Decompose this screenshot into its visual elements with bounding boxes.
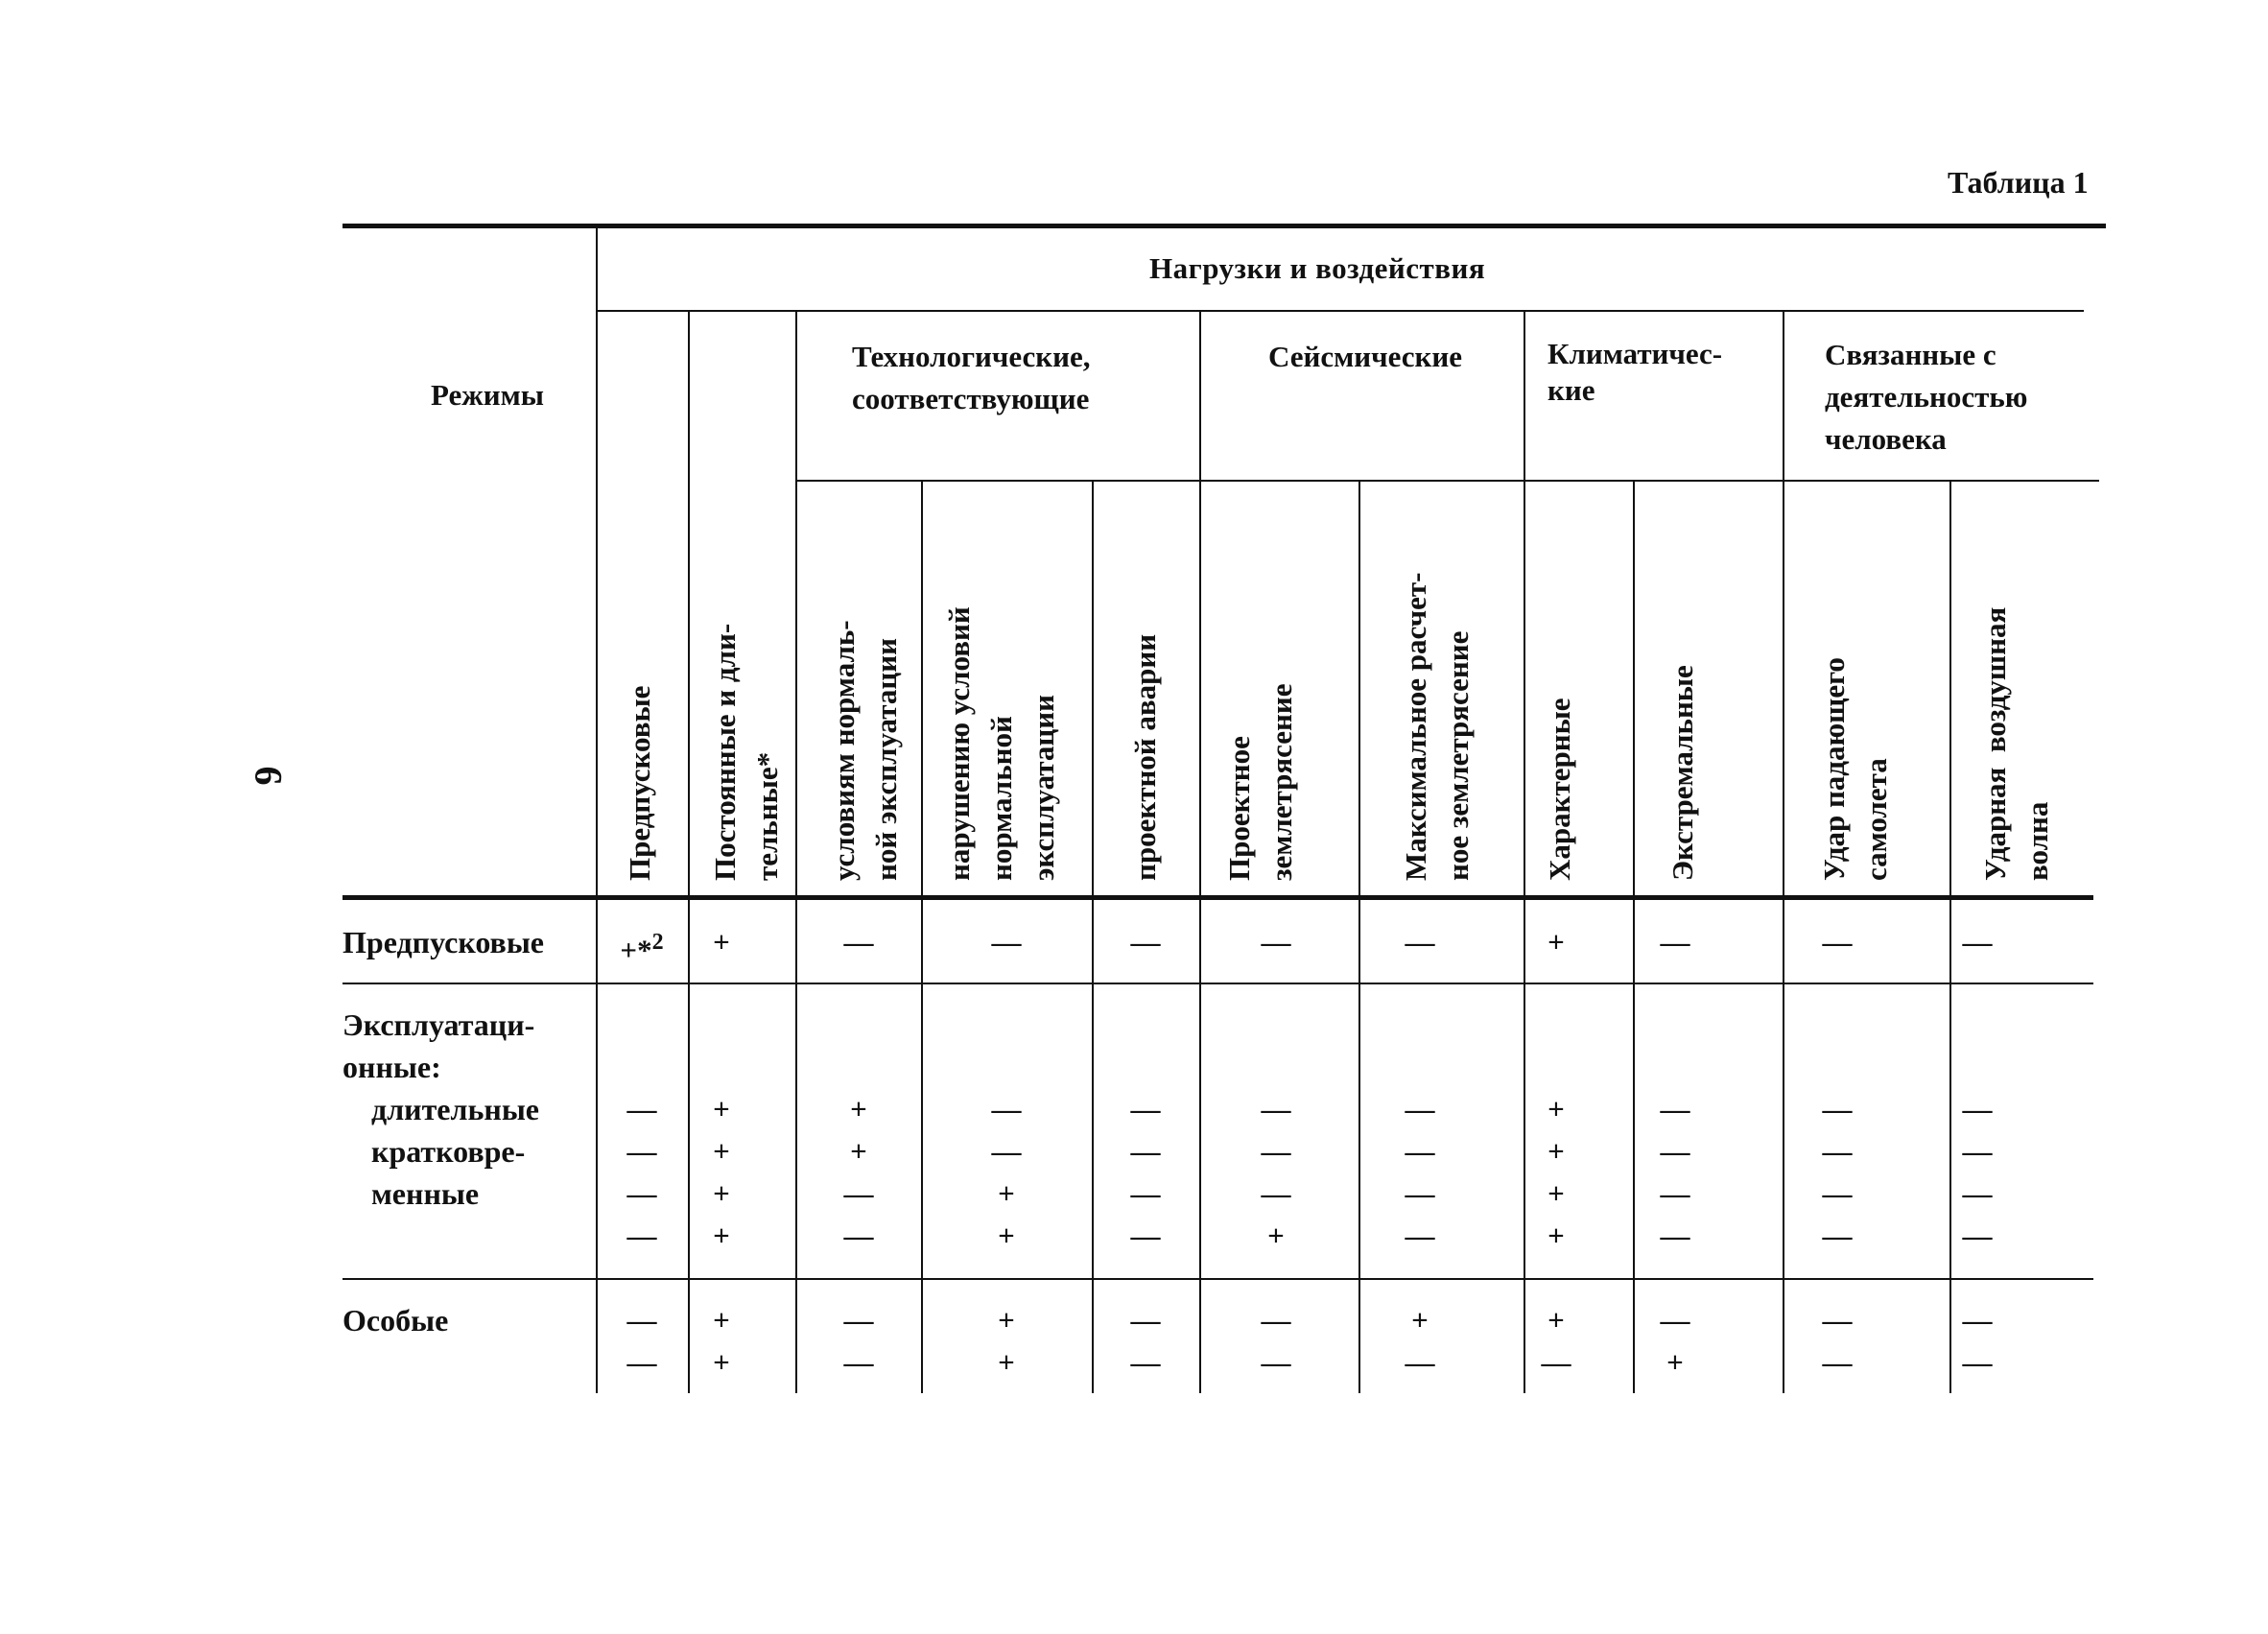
table-cell: — [1405,1092,1435,1125]
table-cell: + [1547,1134,1565,1168]
col-header-prestart: Предпусковые [623,685,656,881]
table-cell: — [991,925,1022,959]
table-cell: — [1261,1092,1291,1125]
table-cell: + [1547,1219,1565,1252]
table-cell: — [1962,1345,1993,1379]
table-cell: + [998,1176,1015,1210]
table-cell: — [626,1219,657,1252]
table-cell: + [1666,1345,1684,1379]
table-cell: — [1962,925,1993,959]
col-rule [795,311,797,1393]
table-cell: — [1962,1303,1993,1337]
table-cell: — [1405,1345,1435,1379]
table-cell: + [1547,1303,1565,1337]
table-cell: — [843,1176,874,1210]
group-technological [852,336,1091,420]
table-cell: — [626,1345,657,1379]
group-technological-label: Технологические, соответствующие [852,340,1091,415]
col-header-permanent: Постоянные и дли- тельные* [708,623,784,881]
table-cell: — [1962,1092,1993,1125]
col-rule [921,481,923,1393]
col-header-air-shock-wave: Ударная воздушная волна [1978,606,2054,881]
table-title: Таблица 1 [1948,165,2089,200]
table-cell: — [1130,1219,1161,1252]
table-cell: + [713,1134,730,1168]
table-cell: — [1822,1219,1853,1252]
table-cell: + [1411,1303,1429,1337]
table-cell: — [1822,1092,1853,1125]
table-cell: + [850,1092,867,1125]
table-cell: — [1130,1345,1161,1379]
col-rule [1783,311,1784,1393]
table-cell: — [1130,1303,1161,1337]
table-cell: — [1261,1345,1291,1379]
table-cell: — [1962,1134,1993,1168]
table-cell: + [713,1092,730,1125]
col-rule [688,311,690,1393]
table-cell: — [843,1303,874,1337]
table-cell: — [1405,1219,1435,1252]
table-cell: — [1822,1303,1853,1337]
row-label-short-term: кратковре- [371,1134,526,1169]
group-seismic-label: Сейсмические [1268,340,1462,373]
table-cell: — [1660,1219,1690,1252]
table-cell: — [1130,925,1161,959]
table-cell: — [1261,1303,1291,1337]
header-regimes: Режимы [431,378,544,412]
col-rule [1633,481,1635,1393]
table-cell: + [1267,1219,1285,1252]
row-label-prestart: Предпусковые [343,925,544,959]
table-cell: — [843,925,874,959]
table-cell: + [713,925,730,959]
page-number: 6 [247,766,291,786]
section-rule-2 [343,1278,2093,1280]
row-label-long-term: длительные [371,1092,539,1126]
table-cell: — [1962,1176,1993,1210]
col-rule [596,226,598,1393]
table-cell: — [1405,925,1435,959]
col-header-extreme: Экстремальные [1666,665,1699,881]
table-cell: + [998,1345,1015,1379]
group-seismic [1268,336,1462,378]
table-cell: + [998,1303,1015,1337]
table-cell: + [998,1219,1015,1252]
section-rule-1 [343,983,2093,984]
loads-header-rule [597,310,2084,312]
table-cell: +*$^2$ [620,930,664,967]
table-cell: — [1660,1092,1690,1125]
group-header-rule [796,480,2099,482]
table-cell: — [1130,1176,1161,1210]
table-cell: — [626,1092,657,1125]
table-cell: — [1822,925,1853,959]
col-header-design-earthquake: Проектное землетрясение [1222,683,1298,881]
table-cell: — [1130,1092,1161,1125]
table-cell: — [1822,1345,1853,1379]
col-rule [1524,311,1525,1393]
group-climatic [1547,336,1722,409]
table-cell: — [1822,1134,1853,1168]
table-cell: — [1405,1176,1435,1210]
col-rule [1199,311,1201,1393]
table-cell: — [626,1176,657,1210]
group-human [1825,334,2027,461]
table-cell: — [1962,1219,1993,1252]
table-cell: — [1405,1134,1435,1168]
col-header-characteristic: Характерные [1543,698,1576,881]
table-cell: — [1261,1176,1291,1210]
row-label-special: Особые [343,1303,449,1338]
table-cell: — [1660,1176,1690,1210]
table-cell: + [713,1345,730,1379]
table-cell: + [713,1219,730,1252]
table-cell: — [991,1134,1022,1168]
col-header-normal-operation: условиям нормаль- ной эксплуатации [827,620,903,881]
row-label-operational: Эксплуатаци- [343,1007,535,1042]
table-cell: — [1660,1134,1690,1168]
col-header-aircraft-impact: Удар падающего самолета [1817,657,1893,881]
table-cell: — [626,1303,657,1337]
table-cell: + [1547,1176,1565,1210]
table-cell: + [713,1176,730,1210]
table-cell: + [713,1303,730,1337]
table-cell: — [1130,1134,1161,1168]
table-cell: — [1660,925,1690,959]
table-cell: — [991,1092,1022,1125]
row-label-short-term-cont: менные [371,1176,480,1211]
row-label-operational-cont: онные: [343,1050,441,1084]
group-climatic-label: Климатичес- кие [1547,337,1723,407]
table-cell: — [1261,1134,1291,1168]
table-top-rule [343,224,2106,228]
table-cell: + [1547,1092,1565,1125]
table-cell: + [850,1134,867,1168]
col-rule [1358,481,1360,1393]
table-cell: + [1547,925,1565,959]
header-loads: Нагрузки и воздействия [1149,251,1486,285]
col-header-operation-violation: нарушению условий нормальной эксплуатации [942,606,1060,881]
table-cell: — [1261,925,1291,959]
table-cell: — [1822,1176,1853,1210]
header-bottom-rule [343,895,2093,900]
group-human-label: Связанные с деятельностью человека [1825,338,2028,456]
table-cell: — [843,1345,874,1379]
table-cell: — [626,1134,657,1168]
table-cell: — [1541,1345,1571,1379]
table-cell: — [843,1219,874,1252]
table-cell: — [1660,1303,1690,1337]
col-header-max-earthquake: Максимальное расчет- ное землетрясение [1399,572,1475,881]
col-header-design-accident: проектной аварии [1128,633,1162,881]
col-rule [1092,481,1094,1393]
